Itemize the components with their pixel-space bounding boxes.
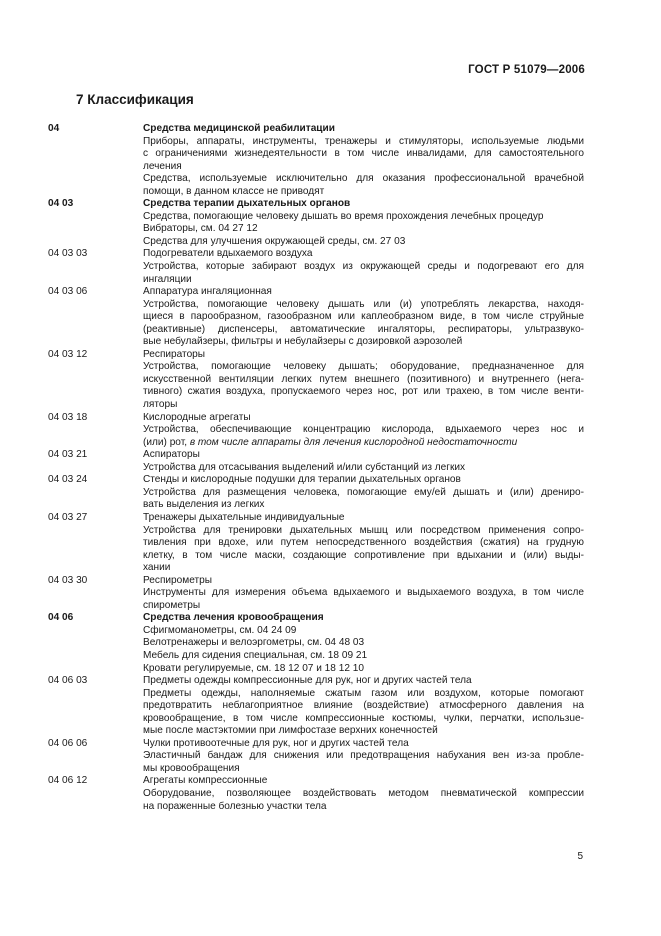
entry-title: Кислородные агрегаты [143, 411, 251, 423]
entry-code: 04 03 21 [48, 449, 88, 461]
entry-description-line [143, 261, 584, 274]
entry-description-line [143, 499, 584, 512]
entry-text: искусственной вентиляции легких путем внешнего (позитивного) и внутреннего (нега- [143, 373, 584, 385]
entry-description-line [143, 600, 584, 613]
classification-entry [48, 412, 584, 450]
entry-text: Устройства для размещения человека, помогающие ему/ей дышать и (или) дрениро- [143, 486, 584, 498]
entry-body [143, 512, 584, 575]
page-number: 5 [577, 851, 583, 862]
entry-text: Сфигмоманометры, см. 04 24 09 [143, 624, 297, 636]
entry-code: 04 03 18 [48, 411, 88, 423]
entry-text: лечения [143, 160, 182, 172]
entry-text: кровообращение, в том числе компрессионные костюмы, чулки, перчатки, использue- [143, 712, 584, 724]
classification-entry [48, 612, 584, 675]
entry-title: Подогреватели вдыхаемого воздуха [143, 248, 313, 260]
entry-code: 04 06 12 [48, 775, 88, 787]
entry-title: Средства лечения кровообращения [143, 612, 324, 624]
entry-code: 04 03 30 [48, 574, 88, 586]
entry-description-line [143, 311, 584, 324]
entry-title: Стенды и кислородные подушки для терапии дыхательных органов [143, 474, 461, 486]
entry-text: Устройства, помогающие человеку дышать или (и) употреблять лекарства, находя- [143, 298, 584, 310]
entry-text: Устройства для тренировки дыхательных мышц или посредством применения сопро- [143, 524, 584, 536]
entry-description-line [143, 700, 584, 713]
entry-description-line [143, 161, 584, 174]
entry-title: Средства терапии дыхательных органов [143, 198, 351, 210]
classification-entry [48, 198, 584, 248]
entry-description-line [143, 650, 584, 663]
entry-description-line [143, 487, 584, 500]
entry-description-line [143, 637, 584, 650]
entry-description-line [143, 763, 584, 776]
entry-description-line [143, 587, 584, 600]
entry-body [143, 575, 584, 613]
entry-code: 04 03 03 [48, 248, 88, 260]
entry-description-line [143, 663, 584, 676]
entry-description-line [143, 788, 584, 801]
entry-description-line [143, 386, 584, 399]
entry-description-line [143, 713, 584, 726]
entry-description-line [143, 299, 584, 312]
entry-code: 04 [48, 123, 60, 134]
classification-entry [48, 449, 584, 474]
entry-body [143, 474, 584, 512]
entry-title: Предметы одежды компрессионные для рук, ног и других частей тела [143, 675, 472, 687]
document-header: ГОСТ Р 51079—2006 [468, 64, 585, 76]
classification-entry [48, 512, 584, 575]
classification-entry [48, 675, 584, 738]
entry-text: клетку, в том числе маски, создающие сопротивление при вдыхании и (или) выды- [143, 549, 584, 561]
entry-text: Предметы одежды, наполняемые сжатым газом или воздухом, которые помогают [143, 687, 584, 699]
entry-body [143, 775, 584, 813]
classification-entry [48, 474, 584, 512]
entry-description-line [143, 462, 584, 475]
entry-text: Устройства, которые забирают воздух из окружающей среды и подогревают его для [143, 261, 584, 273]
classification-entry [48, 775, 584, 813]
entry-body [143, 449, 584, 474]
entry-body [143, 612, 584, 675]
entry-code: 04 03 06 [48, 286, 88, 298]
entry-title: Средства медицинской реабилитации [143, 123, 335, 134]
entry-description-line [143, 424, 584, 437]
entry-text: на пораженные болезнью участки тела [143, 800, 327, 812]
entry-text: мы кровообращения [143, 762, 240, 774]
entry-text: спирометры [143, 599, 201, 611]
entry-text: Средства, используемые исключительно для оказания профессиональной врачебной [143, 173, 584, 185]
entry-text: Оборудование, позволяющее воздействовать методом пневматической компрессии [143, 787, 584, 799]
entry-text: ляторы [143, 399, 178, 411]
entry-text: хании [143, 562, 171, 574]
entry-text: Мебель для сидения специальная, см. 18 09 21 [143, 649, 368, 661]
entry-description-line [143, 361, 584, 374]
entry-description-line [143, 324, 584, 337]
entry-title: Аппаратура ингаляционная [143, 286, 272, 298]
entry-description-line [143, 148, 584, 161]
entry-text: мые после мастэктомии при лимфостазе верхних конечностей [143, 725, 438, 737]
classification-entry [48, 575, 584, 613]
entry-title: Аспираторы [143, 449, 200, 461]
entry-description-line [143, 525, 584, 538]
entry-code: 04 03 [48, 198, 74, 210]
entry-text: Устройства, помогающие человеку дышать; оборудование, предназначенное для [143, 361, 584, 373]
entry-title: Тренажеры дыхательные индивидуальные [143, 511, 345, 523]
entry-description-line [143, 750, 584, 763]
entry-code: 04 06 06 [48, 737, 88, 749]
entry-text: Велотренажеры и велоэргометры, см. 04 48 03 [143, 637, 365, 649]
entry-title: Чулки противоотечные для рук, ног и других частей тела [143, 737, 409, 749]
entry-code: 04 03 24 [48, 474, 88, 486]
entry-text: предотвратить неблагоприятное влияние (воздействие) атмосферного давления на [143, 700, 584, 712]
entry-text: Средства для улучшения окружающей среды, см. 27 03 [143, 235, 406, 247]
entry-code: 04 06 [48, 612, 74, 624]
entry-description-line [143, 550, 584, 563]
entry-text: Устройства для отсасывания выделений и/или субстанций из легких [143, 461, 466, 473]
entry-title: Респирометры [143, 574, 212, 586]
entry-description-line [143, 223, 584, 236]
entry-title: Агрегаты компрессионные [143, 775, 268, 787]
entry-body [143, 675, 584, 738]
entry-code: 04 06 03 [48, 675, 88, 687]
entry-description-line [143, 374, 584, 387]
entry-title: Респираторы [143, 348, 206, 360]
entry-text: помощи, в данном классе не приводят [143, 185, 325, 197]
entry-text: (реактивные) диспенсеры, автоматические ингаляторы, респираторы, ультразвуко- [143, 323, 584, 335]
entry-description-line [143, 236, 584, 249]
entry-description-line [143, 562, 584, 575]
entry-description-line [143, 399, 584, 412]
entry-text: Вибраторы, см. 04 27 12 [143, 223, 258, 235]
entry-text: Кровати регулируемые, см. 18 12 07 и 18 12 10 [143, 662, 364, 674]
entry-text: ингаляции [143, 273, 192, 285]
entry-body [143, 412, 584, 450]
entry-text: щиеся в парообразном, газообразном или каплеобразном виде, в том числе струйные [143, 311, 584, 323]
entry-body [143, 738, 584, 776]
classification-entry [48, 349, 584, 412]
classification-entry [48, 123, 584, 198]
entry-body [143, 349, 584, 412]
entry-text: тивного) сжатия воздуха, пропускаемого через нос, рот или трахею, в том числе венти- [143, 386, 584, 398]
entry-description-line [143, 136, 584, 149]
entry-body [143, 286, 584, 349]
classification-entry [48, 286, 584, 349]
entry-body [143, 198, 584, 248]
entry-description-line [143, 186, 584, 199]
entry-italic-text: в том числе аппараты для лечения кислородной недостаточности [189, 436, 518, 448]
entry-text: вые небулайзеры, фильтры и небулайзеры с дозировкой аэрозолей [143, 336, 463, 348]
entry-text: (или) рот, [143, 436, 190, 448]
entry-description-line [143, 336, 584, 349]
entry-description-line [143, 625, 584, 638]
section-title: 7 Классификация [76, 92, 194, 107]
entry-description-line [143, 688, 584, 701]
entry-description-line [143, 173, 584, 186]
entry-text: тивления при вдохе, или путем непосредственного воздействия (сжатия) на грудную [143, 537, 584, 549]
entry-description-line [143, 725, 584, 738]
entry-text: Устройства, обеспечивающие концентрацию кислорода, вдыхаемого через нос и [143, 424, 584, 436]
entry-body [143, 248, 584, 286]
entry-text: Эластичный бандаж для снижения или предотвращения набухания вен из-за пробле- [143, 750, 584, 762]
entry-body [143, 123, 584, 198]
entry-code: 04 03 27 [48, 511, 88, 523]
entry-text: Инструменты для измерения объема вдыхаемого и выдыхаемого воздуха, в том числе [143, 587, 584, 599]
classification-entry [48, 738, 584, 776]
entry-description-line [143, 211, 584, 224]
entry-description-line [143, 437, 584, 450]
classification-entry [48, 248, 584, 286]
entry-text: вать выделения из легких [143, 499, 265, 511]
entry-text: Средства, помогающие человеку дышать во время прохождения лечебных процедур [143, 210, 544, 222]
entry-description-line [143, 274, 584, 287]
entry-text: с ограничениями жизнедеятельности в том числе инвалидами, для самостоятельного [143, 148, 584, 160]
entry-description-line [143, 801, 584, 814]
classification-list [48, 123, 584, 813]
entry-description-line [143, 537, 584, 550]
entry-text: Приборы, аппараты, инструменты, тренажеры и стимуляторы, используемые людьми [143, 135, 584, 147]
entry-code: 04 03 12 [48, 348, 88, 360]
